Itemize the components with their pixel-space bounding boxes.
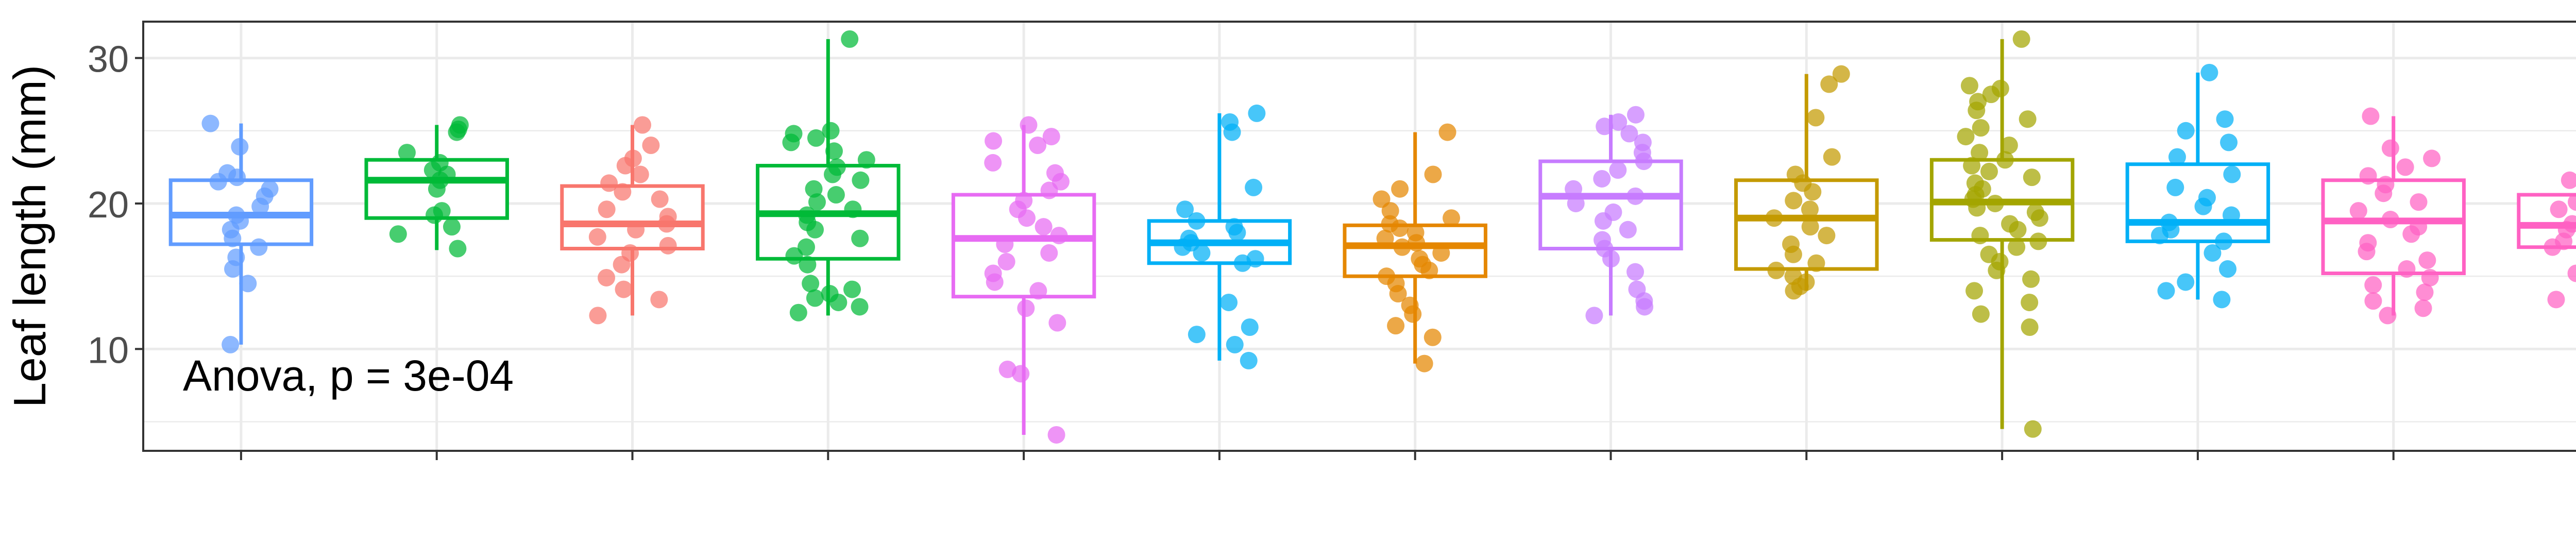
data-point	[201, 115, 219, 132]
data-point	[2350, 202, 2367, 219]
anova-annotation: Anova, p = 3e-04	[183, 351, 514, 400]
data-point	[1957, 128, 1974, 145]
data-point	[1012, 365, 1029, 382]
data-point	[2358, 243, 2376, 260]
data-point	[2024, 420, 2042, 438]
data-point	[998, 253, 1015, 270]
data-point	[1240, 352, 1258, 369]
data-point	[449, 240, 466, 258]
data-point	[210, 173, 227, 191]
data-point	[843, 281, 861, 298]
data-point	[2021, 318, 2039, 336]
data-point	[2416, 283, 2434, 301]
data-point	[1245, 179, 1262, 196]
data-point	[1968, 199, 1986, 216]
data-point	[1593, 170, 1611, 188]
data-point	[2547, 291, 2565, 308]
data-point	[1802, 218, 1819, 235]
data-point	[1188, 212, 1206, 230]
data-point	[1048, 426, 1065, 444]
data-point	[1391, 180, 1409, 198]
data-point	[1248, 105, 1265, 122]
data-point	[1596, 117, 1613, 135]
data-point	[1048, 314, 1066, 332]
data-point	[996, 235, 1013, 253]
data-point	[2382, 140, 2399, 157]
data-point	[1193, 244, 1210, 262]
data-point	[2009, 221, 2026, 239]
data-point	[651, 190, 669, 208]
data-point	[1988, 262, 2005, 279]
data-point	[634, 116, 651, 133]
data-point	[222, 336, 239, 353]
data-point	[2166, 179, 2184, 196]
data-point	[1801, 200, 1819, 218]
data-point	[428, 180, 446, 198]
data-point	[2008, 239, 2025, 256]
data-point	[2022, 270, 2040, 288]
data-point	[1041, 182, 1058, 199]
data-point	[2168, 148, 2186, 166]
data-point	[2029, 232, 2047, 250]
data-point	[1020, 116, 1037, 133]
data-point	[827, 186, 845, 204]
data-point	[1404, 306, 1421, 323]
data-point	[426, 207, 443, 224]
data-point	[589, 307, 606, 324]
data-point	[231, 138, 248, 156]
data-point	[1029, 282, 1047, 299]
data-point	[398, 144, 416, 161]
data-point	[1807, 255, 1825, 272]
data-point	[1226, 336, 1244, 353]
data-point	[1996, 151, 2014, 168]
data-point	[2544, 239, 2561, 256]
data-point	[1807, 109, 1824, 126]
data-point	[2415, 299, 2432, 317]
data-point	[807, 129, 825, 147]
data-point	[1241, 318, 1259, 336]
data-point	[851, 298, 869, 315]
data-point	[2362, 108, 2379, 125]
data-point	[1804, 183, 1821, 200]
data-point	[1040, 244, 1058, 262]
y-axis-title: Leaf length (mm)	[4, 64, 55, 408]
data-point	[1963, 157, 1980, 175]
data-point	[1980, 163, 1998, 180]
data-point	[2151, 227, 2168, 244]
data-point	[251, 198, 269, 215]
y-tick-label: 30	[87, 39, 129, 80]
data-point	[2220, 133, 2238, 151]
y-tick-label: 10	[87, 330, 129, 371]
data-point	[790, 304, 807, 322]
data-point	[1420, 262, 1438, 279]
data-point	[2031, 209, 2048, 227]
data-point	[1228, 224, 1246, 241]
data-point	[589, 228, 606, 246]
data-point	[1785, 192, 1802, 209]
data-point	[851, 230, 869, 247]
data-point	[1766, 209, 1783, 227]
data-point	[2195, 198, 2212, 215]
data-point	[1018, 209, 1036, 227]
data-point	[1567, 195, 1585, 212]
data-point	[2402, 225, 2420, 243]
data-point	[799, 256, 816, 274]
data-point	[2360, 167, 2377, 184]
data-point	[2204, 244, 2221, 262]
data-point	[659, 237, 677, 255]
data-point	[228, 168, 246, 186]
data-point	[598, 269, 615, 286]
data-point	[986, 273, 1004, 291]
data-point	[1224, 124, 1241, 141]
data-point	[1609, 161, 1626, 179]
data-point	[858, 151, 875, 168]
data-point	[824, 165, 841, 183]
data-point	[2418, 251, 2436, 269]
data-point	[984, 154, 1002, 172]
data-point	[2382, 211, 2399, 228]
data-point	[985, 132, 1002, 150]
data-point	[598, 200, 616, 218]
data-point	[1986, 195, 2004, 212]
data-point	[1394, 239, 1411, 256]
data-point	[1050, 227, 1067, 244]
data-point	[2019, 110, 2037, 128]
data-point	[1387, 317, 1404, 334]
data-point	[1443, 209, 1460, 227]
data-point	[2200, 64, 2218, 81]
data-point	[1220, 294, 1238, 311]
data-point	[1965, 282, 1983, 299]
data-point	[1585, 307, 1603, 324]
data-point	[2157, 282, 2175, 299]
y-tick-label: 20	[87, 184, 129, 226]
data-point	[782, 133, 800, 151]
data-point	[650, 291, 668, 308]
data-point	[239, 275, 257, 292]
data-point	[615, 281, 633, 298]
data-point	[1818, 227, 1835, 244]
data-point	[841, 30, 858, 48]
data-point	[1439, 124, 1456, 141]
data-point	[1635, 153, 1653, 170]
data-point	[1416, 355, 1433, 373]
data-point	[1785, 282, 1803, 299]
data-point	[632, 165, 649, 183]
data-point	[1425, 165, 1442, 183]
data-point	[1595, 212, 1612, 230]
data-point	[250, 239, 267, 256]
data-point	[1820, 75, 1838, 93]
data-point	[1785, 246, 1802, 263]
data-point	[2410, 193, 2428, 211]
data-point	[1627, 106, 1645, 124]
data-point	[617, 157, 634, 175]
data-point	[1961, 77, 1978, 94]
data-point	[1391, 219, 1409, 237]
data-point	[2023, 168, 2041, 186]
data-point	[1626, 188, 1644, 205]
data-point	[2021, 294, 2038, 311]
data-point	[844, 200, 861, 218]
data-point	[642, 137, 659, 154]
data-point	[1377, 230, 1394, 247]
data-point	[1626, 263, 1644, 281]
data-point	[806, 221, 824, 239]
data-point	[224, 260, 242, 278]
data-point	[389, 225, 407, 243]
data-point	[2379, 307, 2396, 324]
data-point	[2550, 200, 2568, 218]
data-point	[614, 183, 631, 200]
data-point	[1972, 306, 1990, 323]
data-point	[2423, 149, 2441, 167]
data-point	[1602, 250, 1620, 267]
data-point	[1174, 239, 1192, 256]
data-point	[2213, 291, 2230, 308]
data-point	[2364, 292, 2382, 310]
data-point	[1971, 227, 1989, 244]
data-point	[1234, 255, 1251, 272]
data-point	[1029, 137, 1046, 154]
data-point	[1017, 299, 1035, 317]
data-point	[852, 172, 869, 189]
data-point	[1424, 329, 1442, 346]
data-point	[1188, 326, 1206, 343]
data-point	[448, 124, 466, 141]
data-point	[2216, 110, 2234, 128]
data-point	[825, 142, 843, 160]
iqr-box	[562, 186, 703, 248]
data-point	[806, 290, 824, 307]
data-point	[1972, 119, 1990, 137]
data-point	[443, 218, 461, 235]
data-point	[1035, 218, 1053, 235]
data-point	[1823, 148, 1841, 166]
data-point	[224, 230, 241, 247]
data-point	[2177, 122, 2195, 140]
data-point	[1636, 298, 1653, 315]
data-point	[2219, 260, 2236, 278]
data-point	[1432, 244, 1450, 262]
data-point	[2375, 184, 2392, 202]
data-point	[1768, 262, 1785, 279]
data-point	[658, 215, 675, 232]
data-point	[1968, 102, 1985, 119]
data-point	[627, 221, 645, 239]
data-point	[2364, 276, 2382, 294]
data-point	[2177, 273, 2194, 291]
data-point	[2223, 207, 2240, 224]
data-point	[613, 256, 631, 274]
data-point	[1619, 221, 1637, 239]
data-point	[2398, 260, 2415, 278]
data-point	[2397, 158, 2414, 176]
data-point	[2223, 165, 2241, 183]
data-point	[829, 294, 847, 311]
data-point	[2013, 30, 2030, 48]
